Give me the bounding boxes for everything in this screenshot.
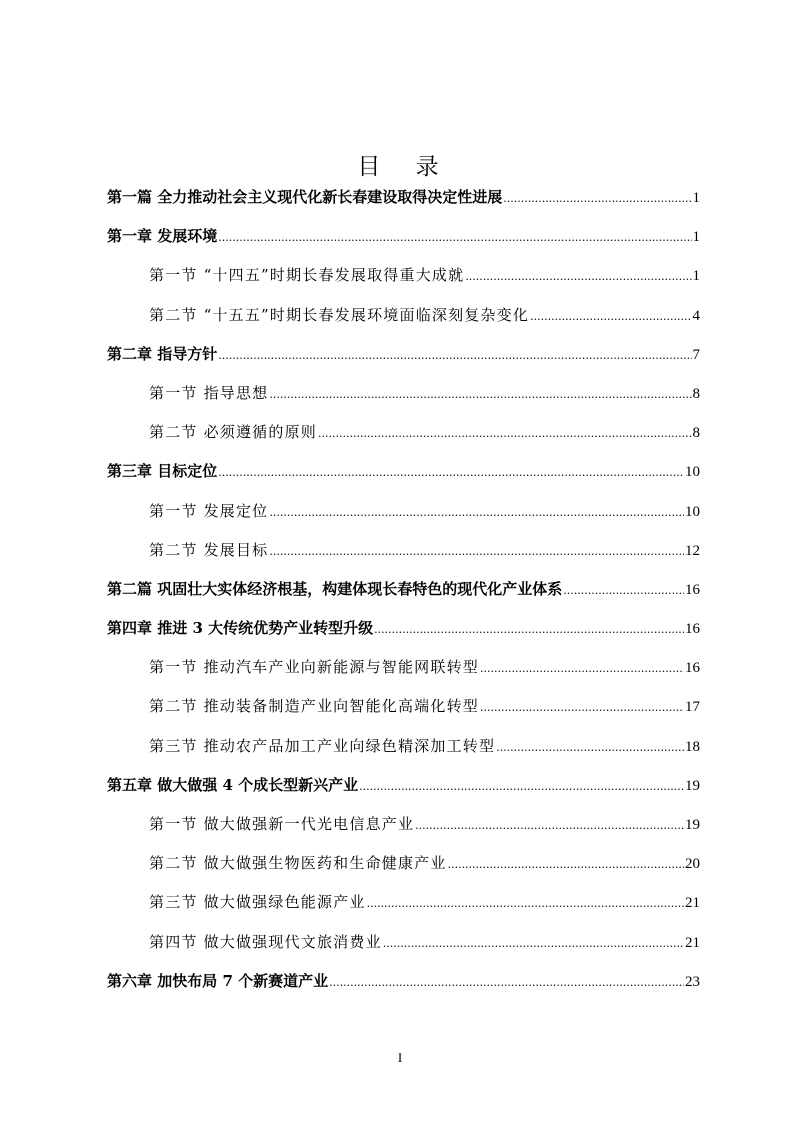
toc-entry-chapter-1[interactable] [107, 217, 700, 256]
toc-entry-page: 7 [692, 346, 700, 363]
toc-entry-section[interactable] [107, 492, 700, 531]
toc-dot-leader [383, 923, 684, 963]
toc-entry-section[interactable] [107, 374, 700, 413]
toc-entry-section[interactable] [107, 923, 700, 962]
toc-entry-page: 19 [685, 817, 700, 833]
toc-entry-page: 19 [685, 777, 700, 794]
toc-entry-page: 8 [692, 385, 700, 402]
toc-entry-page: 1 [692, 268, 700, 285]
toc-dot-leader [374, 609, 684, 649]
toc-entry-page: 21 [685, 895, 700, 912]
toc-dot-leader [465, 256, 691, 296]
toc-dot-leader [269, 531, 684, 571]
toc-entry-text: 第二节 “十五五”时期长春发展环境面临深刻复杂变化 [149, 305, 530, 324]
toc-dot-leader [530, 296, 691, 336]
toc-entry-part-2[interactable] [107, 570, 700, 609]
toc-entry-text: 第一篇 全力推动社会主义现代化新长春建设取得决定性进展 [107, 188, 503, 206]
toc-dot-leader [415, 805, 684, 845]
toc-entry-text: 第三章 目标定位 [107, 462, 218, 481]
toc-dot-leader [367, 883, 684, 923]
toc-entry-page: 17 [685, 699, 700, 716]
toc-entry-chapter-2[interactable] [107, 335, 700, 374]
toc-entry-text: 第四节 做大做强现代文旅消费业 [149, 932, 382, 951]
toc-dot-leader [318, 413, 692, 453]
toc-dot-leader [359, 766, 684, 806]
toc-entry-text: 第二节 推动装备制造产业向智能化高端化转型 [149, 697, 479, 716]
toc-entry-section[interactable] [107, 413, 700, 452]
toc-title: 目 录 [357, 154, 453, 180]
toc-entry-section[interactable] [107, 805, 700, 844]
toc-entry-section[interactable] [107, 844, 700, 883]
toc-dot-leader [218, 217, 691, 257]
toc-entry-text: 第一节 发展定位 [149, 501, 269, 520]
toc-entry-page: 4 [692, 307, 700, 324]
toc-entry-page: 12 [685, 542, 700, 559]
toc-entry-page: 16 [685, 621, 700, 638]
toc-entry-text: 第一章 发展环境 [107, 227, 218, 246]
toc-entry-text: 第三节 推动农产品加工产业向绿色精深加工转型 [149, 736, 496, 755]
toc-entry-chapter-3[interactable] [107, 452, 700, 491]
toc-entry-page: 10 [685, 464, 700, 481]
toc-entry-section[interactable] [107, 883, 700, 922]
toc-dot-leader [269, 374, 691, 414]
toc-entry-page: 16 [685, 581, 700, 598]
toc-dot-leader [496, 727, 684, 767]
toc-dot-leader [218, 335, 691, 375]
toc-entry-section[interactable] [107, 727, 700, 766]
toc-entry-section[interactable] [107, 296, 700, 335]
toc-dot-leader [480, 687, 684, 727]
toc-dot-leader [563, 570, 684, 610]
toc-entry-text: 第一节 指导思想 [149, 383, 269, 402]
toc-entry-section[interactable] [107, 687, 700, 726]
toc-entry-text: 第二节 做大做强生物医药和生命健康产业 [149, 854, 447, 873]
toc-dot-leader [218, 452, 684, 492]
toc-entry-section[interactable] [107, 648, 700, 687]
toc-entry-section[interactable] [107, 531, 700, 570]
toc-entry-chapter-5[interactable] [107, 766, 700, 805]
toc-entry-chapter-4[interactable] [107, 609, 700, 648]
toc-entry-page: 21 [685, 934, 700, 951]
toc-entry-text: 第三节 做大做强绿色能源产业 [149, 893, 366, 912]
toc-dot-leader [480, 648, 684, 688]
toc-entry-section[interactable] [107, 256, 700, 295]
toc-entry-part-1[interactable] [107, 178, 700, 217]
toc-entry-page: 16 [685, 660, 700, 677]
toc-entry-text: 第五章 做大做强 4 个成长型新兴产业 [107, 775, 359, 794]
toc-entry-page: 8 [692, 425, 700, 442]
toc-dot-leader [329, 962, 684, 1002]
table-of-contents [107, 178, 700, 1001]
toc-dot-leader [448, 844, 684, 884]
toc-dot-leader [503, 178, 691, 218]
toc-entry-page: 1 [692, 190, 700, 206]
toc-entry-text: 第二节 必须遵循的原则 [149, 423, 317, 442]
toc-entry-page: 18 [685, 738, 700, 755]
toc-entry-text: 第四章 推进 3 大传统优势产业转型升级 [107, 619, 374, 638]
toc-entry-text: 第二节 发展目标 [149, 540, 269, 559]
toc-entry-page: 20 [685, 856, 700, 873]
toc-entry-text: 第一节 推动汽车产业向新能源与智能网联转型 [149, 658, 479, 677]
toc-entry-text: 第二章 指导方针 [107, 344, 218, 363]
toc-entry-text: 第二篇 巩固壮大实体经济根基，构建体现长春特色的现代化产业体系 [107, 579, 563, 598]
toc-entry-page: 10 [685, 503, 700, 520]
toc-entry-text: 第一节 做大做强新一代光电信息产业 [149, 815, 415, 833]
page-number: I [397, 1050, 403, 1065]
toc-entry-text: 第六章 加快布局 7 个新赛道产业 [107, 971, 329, 990]
toc-entry-chapter-6[interactable] [107, 962, 700, 1001]
toc-dot-leader [269, 492, 684, 532]
toc-entry-text: 第一节 “十四五”时期长春发展取得重大成就 [149, 266, 465, 285]
toc-entry-page: 23 [685, 973, 700, 990]
toc-entry-page: 1 [692, 229, 700, 246]
